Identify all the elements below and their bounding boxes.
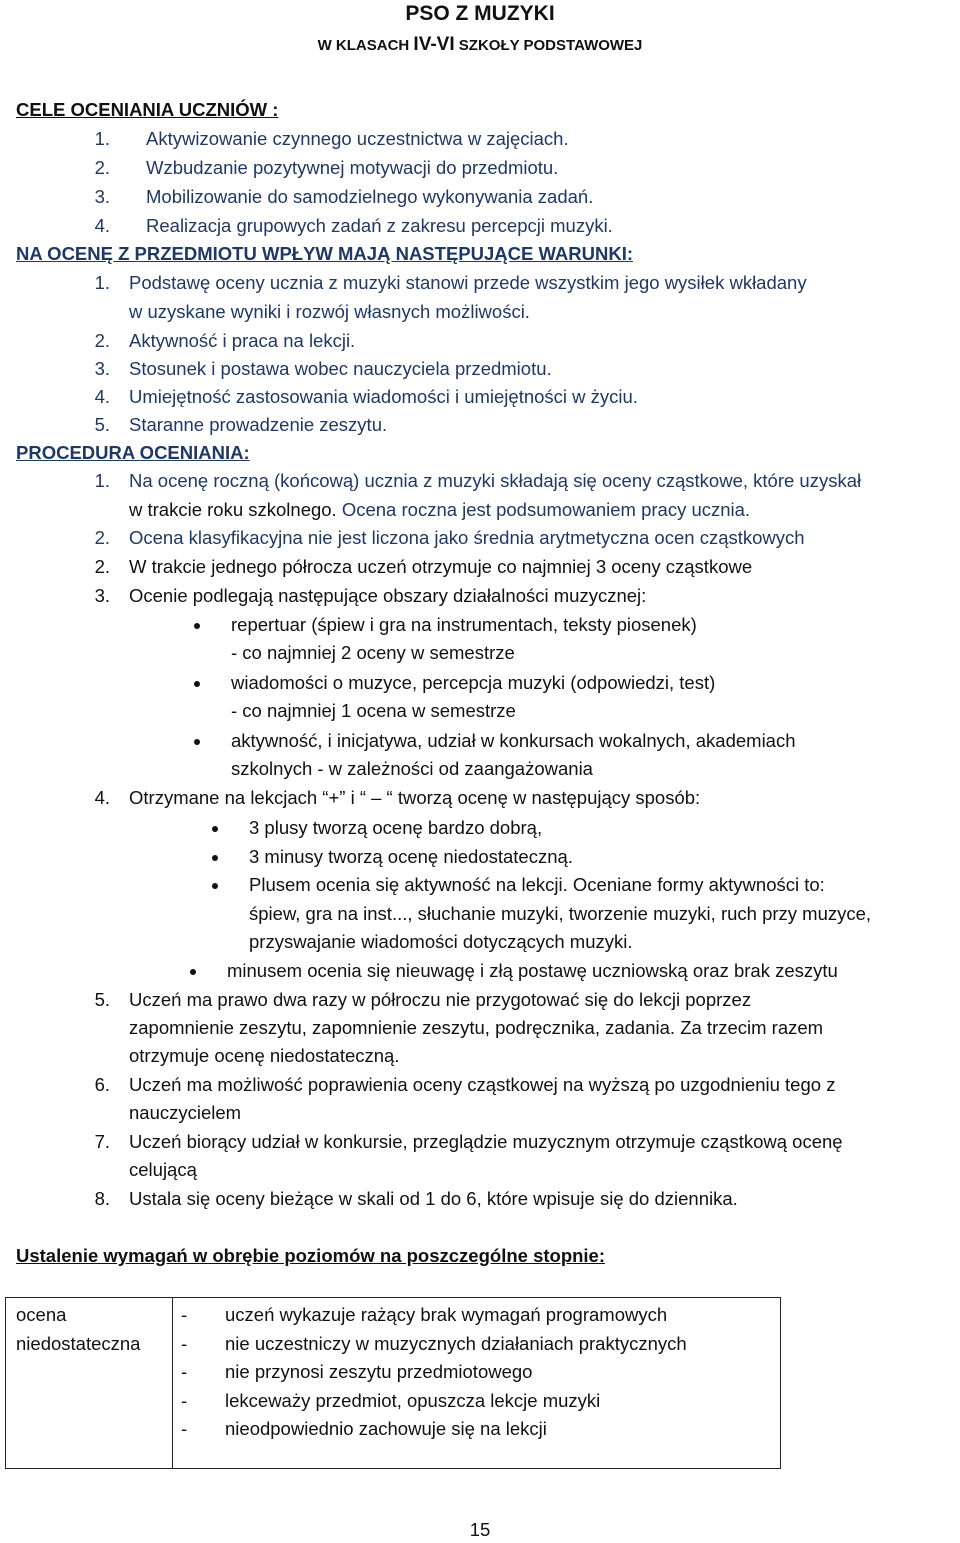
procedure-item-line: nauczycielem <box>129 1102 242 1123</box>
procedure-heading: PROCEDURA OCENIANIA: <box>16 442 250 463</box>
condition-number: 1. <box>94 272 110 293</box>
condition-item-line: Stosunek i postawa wobec nauczyciela przedmiotu. <box>129 358 552 379</box>
condition-number: 2. <box>94 330 110 351</box>
criterion-item <box>181 1301 780 1330</box>
criterion-item <box>181 1387 780 1416</box>
criterion-text: nieodpowiednio zachowuje się na lekcji <box>225 1418 547 1439</box>
procedure-item-line: Otrzymane na lekcjach “+” i “ – “ tworzą ocenę w następujący sposób: <box>129 787 701 808</box>
condition-item-line: Staranne prowadzenie zeszytu. <box>129 414 388 435</box>
grading-line: Plusem ocenia się aktywność na lekcji. Oceniane formy aktywności to: <box>249 874 825 895</box>
goal-item: Realizacja grupowych zadań z zakresu percepcji muzyki. <box>146 215 613 236</box>
criterion-dash: - <box>181 1418 188 1439</box>
table-row <box>6 1298 781 1469</box>
goal-item: Aktywizowanie czynnego uczestnictwa w zajęciach. <box>146 128 569 149</box>
procedure-item-line: Na ocenę roczną (końcową) ucznia z muzyki składają się oceny cząstkowe, które uzyskał <box>129 470 862 491</box>
procedure-number: 8. <box>94 1188 110 1209</box>
condition-number: 5. <box>94 414 110 435</box>
grade-line: ocena <box>16 1304 67 1325</box>
procedure-line-part: w trakcie roku szkolnego. <box>129 499 337 520</box>
procedure-number: 6. <box>94 1074 110 1095</box>
document-subtitle <box>0 34 960 56</box>
criterion-text: uczeń wykazuje rażący brak wymagań programowych <box>225 1304 668 1325</box>
criterion-dash: - <box>181 1389 188 1411</box>
procedure-number: 2. <box>94 527 110 548</box>
condition-item-line: w uzyskane wyniki i rozwój własnych możliwości. <box>129 301 530 322</box>
criterion-text: nie uczestniczy w muzycznych działaniach praktycznych <box>225 1332 687 1354</box>
procedure-item-line: Uczeń ma możliwość poprawienia oceny cząstkowej na wyższą po uzgodnieniu tego z <box>129 1074 836 1095</box>
procedure-number: 3. <box>94 585 110 606</box>
grading-line: 3 minusy tworzą ocenę niedostateczną. <box>249 846 573 867</box>
area-line: wiadomości o muzyce, percepcja muzyki (odpowiedzi, test) <box>231 672 716 693</box>
goal-number: 3. <box>94 186 110 207</box>
grade-cell <box>6 1298 173 1469</box>
bullet-icon <box>212 883 218 889</box>
bullet-icon <box>212 826 218 832</box>
procedure-item-line: otrzymuje ocenę niedostateczną. <box>129 1045 400 1066</box>
subtitle-classes: IV-VI <box>413 34 455 55</box>
condition-item-line: Aktywność i praca na lekcji. <box>129 330 356 351</box>
goal-number: 1. <box>94 128 110 149</box>
bullet-icon <box>194 681 200 687</box>
goal-number: 4. <box>94 215 110 236</box>
procedure-item-line: celującą <box>129 1159 197 1180</box>
condition-item-line: Podstawę oceny ucznia z muzyki stanowi przede wszystkim jego wysiłek wkładany <box>129 272 807 293</box>
procedure-number: 7. <box>94 1131 110 1152</box>
criterion-item <box>181 1358 780 1387</box>
subtitle-part-c: SZKOŁY PODSTAWOWEJ <box>454 37 643 54</box>
subtitle-part-a: W KLASACH <box>317 37 414 54</box>
grading-line: przyswajanie wiadomości dotyczących muzyki. <box>249 931 633 952</box>
area-line: repertuar (śpiew i gra na instrumentach, teksty piosenek) <box>231 614 697 635</box>
procedure-item-line: Ocenie podlegają następujące obszary działalności muzycznej: <box>129 585 647 606</box>
criterion-dash: - <box>181 1304 188 1325</box>
procedure-line-part: Ocena roczna jest podsumowaniem pracy ucznia. <box>336 499 751 520</box>
area-line: aktywność, i inicjatywa, udział w konkursach wokalnych, akademiach <box>231 730 796 751</box>
procedure-item-line: zapomnienie zeszytu, zapomnienie zeszytu, podręcznika, zadania. Za trzecim razem <box>129 1017 824 1038</box>
requirements-heading: Ustalenie wymagań w obrębie poziomów na poszczególne stopnie: <box>16 1245 606 1266</box>
condition-number: 3. <box>94 358 110 379</box>
procedure-item-line <box>129 499 750 521</box>
document-title: PSO Z MUZYKI <box>405 2 555 25</box>
area-line: szkolnych - w zależności od zaangażowania <box>231 758 593 779</box>
area-line: - co najmniej 1 ocena w semestrze <box>231 700 516 721</box>
bullet-icon <box>190 969 196 975</box>
criterion-item <box>181 1330 780 1359</box>
goal-number: 2. <box>94 157 110 178</box>
criterion-text: nie przynosi zeszytu przedmiotowego <box>225 1361 533 1382</box>
criterion-dash: - <box>181 1361 188 1382</box>
grade-line: niedostateczna <box>16 1332 141 1354</box>
procedure-item-line: Uczeń ma prawo dwa razy w półroczu nie przygotować się do lekcji poprzez <box>129 989 752 1010</box>
bullet-icon <box>194 623 200 629</box>
procedure-item-line: Ustala się oceny bieżące w skali od 1 do 6, które wpisuje się do dziennika. <box>129 1188 738 1209</box>
area-line: - co najmniej 2 oceny w semestrze <box>231 642 515 663</box>
criterion-item <box>181 1415 780 1444</box>
procedure-item-line: W trakcie jednego półrocza uczeń otrzymuje co najmniej 3 oceny cząstkowe <box>129 556 753 577</box>
procedure-item-line: Uczeń biorący udział w konkursie, przeglądzie muzycznym otrzymuje cząstkową ocenę <box>129 1131 843 1152</box>
requirements-table <box>5 1297 781 1469</box>
criteria-cell <box>173 1298 781 1469</box>
grading-line: 3 plusy tworzą ocenę bardzo dobrą, <box>249 817 543 838</box>
criterion-dash: - <box>181 1332 188 1354</box>
condition-item-line: Umiejętność zastosowania wiadomości i umiejętności w życiu. <box>129 386 638 407</box>
page-number: 15 <box>469 1519 491 1540</box>
goal-item: Wzbudzanie pozytywnej motywacji do przedmiotu. <box>146 157 559 178</box>
grading-line: minusem ocenia się nieuwagę i złą postawę uczniowską oraz brak zeszytu <box>227 960 838 981</box>
procedure-number: 5. <box>94 989 110 1010</box>
goals-heading: CELE OCENIANIA UCZNIÓW : <box>16 99 279 120</box>
grading-line: śpiew, gra na inst..., słuchanie muzyki, tworzenie muzyki, ruch przy muzyce, <box>249 903 872 924</box>
goal-item: Mobilizowanie do samodzielnego wykonywania zadań. <box>146 186 594 207</box>
bullet-icon <box>194 739 200 745</box>
criterion-text: lekceważy przedmiot, opuszcza lekcje muzyki <box>225 1389 601 1411</box>
condition-number: 4. <box>94 386 110 407</box>
procedure-number: 4. <box>94 787 110 808</box>
procedure-number: 2. <box>94 556 110 577</box>
conditions-heading: NA OCENĘ Z PRZEDMIOTU WPŁYW MAJĄ NASTĘPUJĄCE WARUNKI: <box>16 243 634 264</box>
procedure-number: 1. <box>94 470 110 491</box>
bullet-icon <box>212 855 218 861</box>
procedure-item-line: Ocena klasyfikacyjna nie jest liczona jako średnia arytmetyczna ocen cząstkowych <box>129 527 805 548</box>
